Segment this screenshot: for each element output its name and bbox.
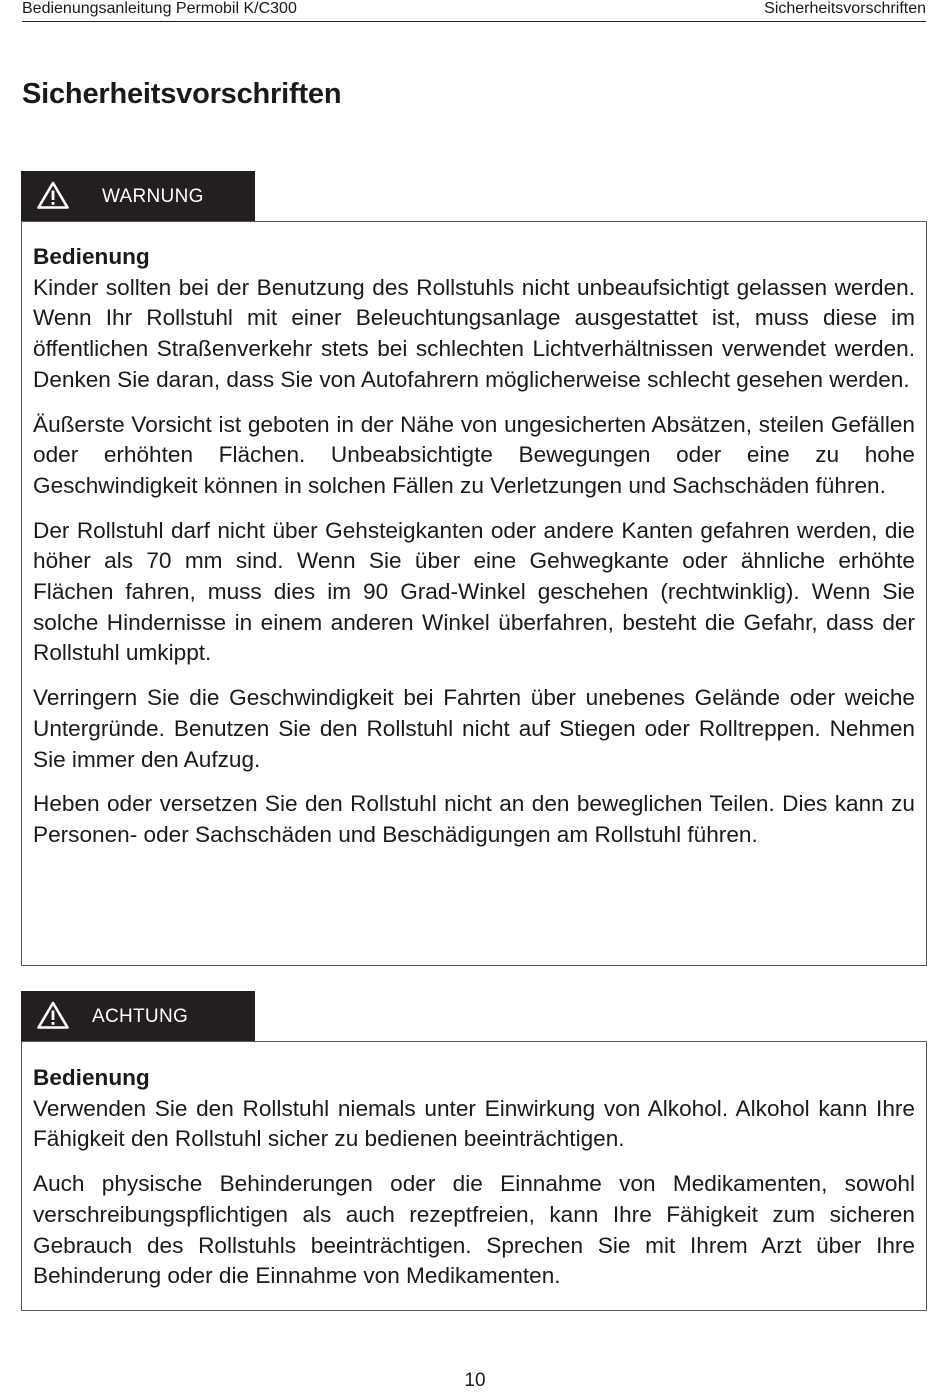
warning-label-tab [21, 171, 255, 221]
caution-paragraph: Verwenden Sie den Rollstuhl niemals unter Einwirkung von Alkohol. Alkohol kann Ihre Fähigkeit den Rollstuhl sicher zu bedienen beeinträchtigen. [33, 1095, 915, 1152]
warning-paragraph: Verringern Sie die Geschwindigkeit bei Fahrten über unebenes Gelände oder weiche Untergründe. Benutzen Sie den Rollstuhl nicht auf Stiegen oder Rolltreppen. Nehmen Sie immer den Aufzug. [33, 685, 915, 772]
warning-paragraph: Der Rollstuhl darf nicht über Gehsteigkanten oder andere Kanten gefahren werden, die höher als 70 mm sind. Wenn Sie über eine Gehwegkante oder ähnliche erhöhte Flächen fahren, muss dies im 90 Grad-Winkel geschehen (rechtwinklig). Wenn Sie solche Hindernisse in einem anderen Winkel überfahren, besteht die Gefahr, dass der Rollstuhl umkippt. [33, 517, 915, 666]
header-section-title: Sicherheitsvorschriften [764, 0, 926, 17]
caution-box [21, 1041, 927, 1311]
warning-box [21, 221, 927, 966]
running-header [22, 0, 926, 22]
warning-paragraph: Heben oder versetzen Sie den Rollstuhl nicht an den beweglichen Teilen. Dies kann zu Personen- oder Sachschäden und Beschädigungen am Rollstuhl führen. [33, 791, 915, 847]
warning-heading: Bedienung [33, 244, 150, 269]
warning-triangle-icon [36, 180, 70, 210]
warning-paragraph: Kinder sollten bei der Benutzung des Rollstuhls nicht unbeaufsichtigt gelassen werden. Wenn Ihr Rollstuhl mit einer Beleuchtungsanlage ausgestattet ist, muss diese im öffentlichen Straßenverkehr stets bei schlechten Lichtverhältnissen verwendet werden. Denken Sie daran, dass Sie von Autofahrern möglicherweise schlecht gesehen werden. [33, 274, 915, 392]
warning-paragraph: Äußerste Vorsicht ist geboten in der Nähe von ungesicherten Absätzen, steilen Gefällen oder erhöhten Flächen. Unbeabsichtigte Bewegungen oder eine zu hohe Geschwindigkeit können in solchen Fällen zu Verletzungen und Sachschäden führen. [33, 411, 915, 498]
page-title: Sicherheitsvorschriften [22, 78, 342, 110]
caution-paragraph: Auch physische Behinderungen oder die Einnahme von Medikamenten, sowohl verschreibungspflichtigen als auch rezeptfreien, kann Ihre Fähigkeit zum sicheren Gebrauch des Rollstuhls beeinträchtigen. Sprechen Sie mit Ihrem Arzt über Ihre Behinderung oder die Einnahme von Medikamenten. [33, 1171, 915, 1289]
caution-label: ACHTUNG [92, 1006, 189, 1027]
page-number: 10 [464, 1370, 486, 1391]
caution-label-tab [21, 991, 255, 1041]
warning-label: WARNUNG [102, 186, 204, 207]
header-manual-title: Bedienungsanleitung Permobil K/C300 [22, 0, 297, 17]
caution-heading: Bedienung [33, 1065, 150, 1090]
warning-triangle-icon [36, 1000, 70, 1030]
